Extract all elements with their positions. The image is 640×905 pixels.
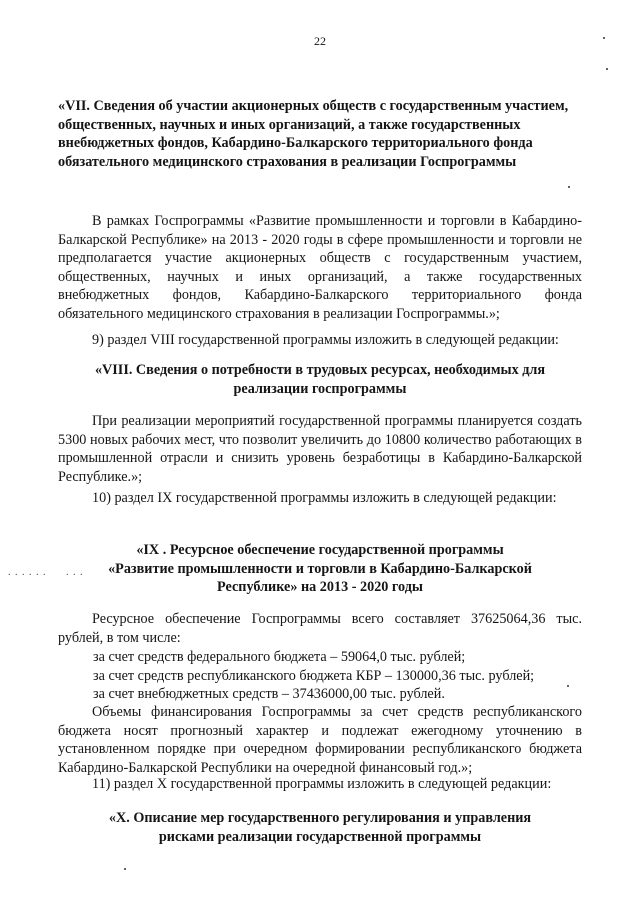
section-9-volumes: Объемы финансирования Госпрограммы за счет средств республиканского бюджета носят прогнозный характер и подлежат ежегодному уточнению в установленном порядке при очередном формировании республиканского бюджета Кабардино-Балкарской Республики на очередной финансовый год.»; [58, 704, 582, 776]
section-8-heading: «VIII. Сведения о потребности в трудовых ресурсах, необходимых для реализации госпрограммы [94, 362, 546, 397]
item-10: 10) раздел IX государственной программы изложить в следующей редакции: [92, 490, 557, 506]
section-9-heading-line-2: «Развитие промышленности и торговли в Кабардино-Балкарской [108, 560, 532, 577]
section-9-heading [58, 541, 582, 597]
section-9-heading-line-1: «IX . Ресурсное обеспечение государственной программы [136, 542, 504, 558]
extra-budget-line: за счет внебюджетных средств – 37436000,00 тыс. рублей. [93, 686, 445, 702]
item-11: 11) раздел X государственной программы изложить в следующей редакции: [92, 776, 552, 792]
section-7-body: В рамках Госпрограммы «Развитие промышленности и торговли в Кабардино-Балкарской Республике» на 2013 - 2020 годы в сфере промышленности и торговли не предполагается участие акционерных обществ с государственным участием, общественных, научных и иных организаций, а также государственных внебюджетных фондов, Кабардино-Балкарского территориального фонда обязательного медицинского страхования в реализации Госпрограммы.»; [58, 213, 582, 322]
federal-budget-line: за счет средств федерального бюджета – 59064,0 тыс. рублей; [93, 649, 466, 665]
item-9: 9) раздел VIII государственной программы изложить в следующей редакции: [92, 332, 559, 348]
section-8-body: При реализации мероприятий государственной программы планируется создать 5300 новых рабочих мест, что позволит увеличить до 10800 количество работающих в промышленной отрасли и снизить уровень безработицы в Кабардино-Балкарской Республике.»; [58, 413, 582, 485]
section-9-intro: Ресурсное обеспечение Госпрограммы всего составляет 37625064,36 тыс. рублей, в том числе: [58, 611, 582, 646]
page-number: 22 [314, 34, 326, 48]
section-10-heading: «X. Описание мер государственного регулирования и управления рисками реализации государственной программы [108, 810, 532, 845]
section-7-heading: «VII. Сведения об участии акционерных обществ с государственным участием, общественных, научных и иных организаций, а также государственных внебюджетных фондов, Кабардино-Балкарского территориального фонда обязательного медицинского страхования в реализации Госпрограммы [58, 98, 569, 170]
republic-budget-line: за счет средств республиканского бюджета КБР – 130000,36 тыс. рублей; [93, 668, 535, 684]
section-9-heading-line-3: Республике» на 2013 - 2020 годы [217, 579, 423, 595]
